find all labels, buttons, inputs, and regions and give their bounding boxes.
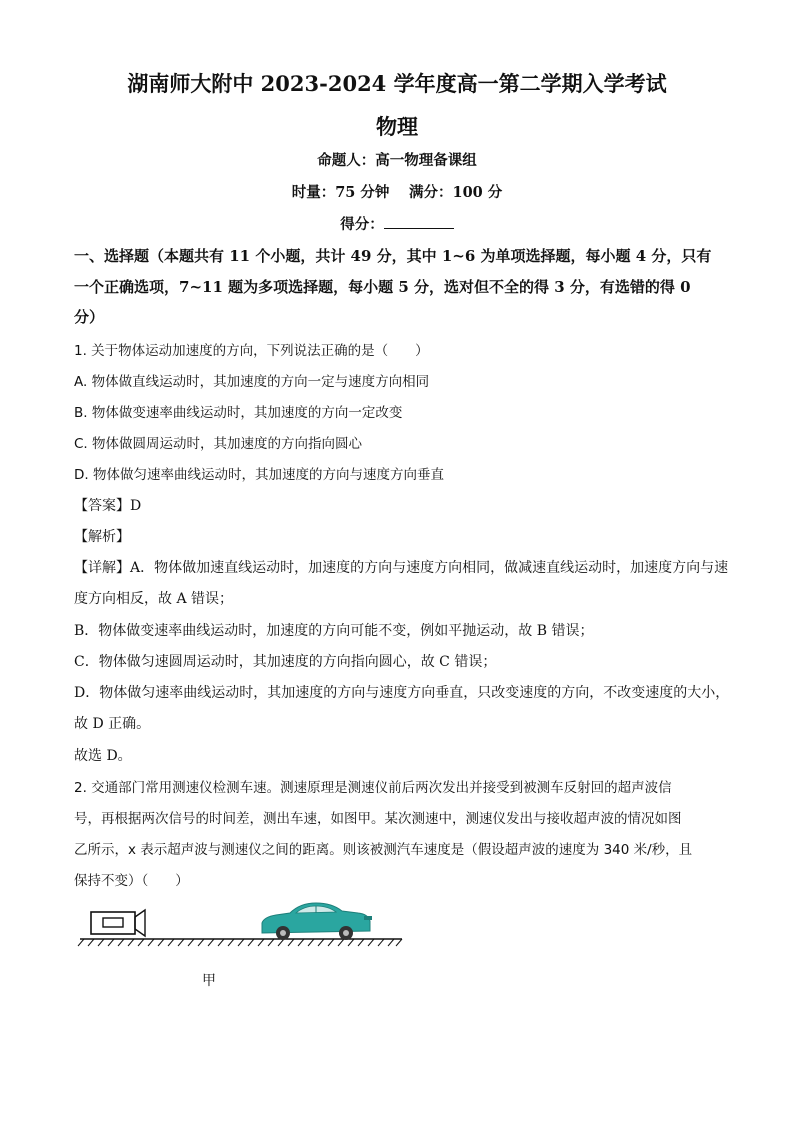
q1-detail-line-5: D．物体做匀速率曲线运动时，其加速度的方向与速度方向垂直，只改变速度的方向，不改变速度的大小，: [74, 685, 730, 701]
q1-analysis-label: 【解析】: [74, 529, 130, 545]
q1-detail-line-3: B．物体做变速率曲线运动时，加速度的方向可能不变，例如平抛运动，故 B 错误；: [74, 623, 594, 639]
q1-option-d: D. 物体做匀速率曲线运动时，其加速度的方向与速度方向垂直: [74, 467, 444, 483]
score-label: 得分：: [340, 216, 384, 233]
radar-device: [91, 910, 145, 936]
author-line: 命题人：高一物理备课组: [317, 152, 477, 169]
q2-stem-line-2: 号，再根据两次信号的时间差，测出车速，如图甲。某次测速中，测速仪发出与接收超声波的情况如图: [74, 811, 682, 827]
section-heading-line-3: 分）: [74, 308, 105, 326]
exam-title: 湖南师大附中 2023-2024 学年度高一第二学期入学考试: [127, 71, 667, 96]
section-heading-line-1: 一、选择题（本题共有 11 个小题，共计 49 分，其中 1~6 为单项选择题，每小题 4 分，只有: [74, 247, 712, 265]
q1-detail-line-7: 故选 D。: [74, 748, 132, 764]
q1-answer: 【答案】D: [74, 498, 142, 514]
q1-option-c: C. 物体做圆周运动时，其加速度的方向指向圆心: [74, 436, 363, 452]
subject-title: 物理: [376, 114, 418, 139]
car: [262, 903, 372, 940]
speed-radar-figure: [76, 898, 406, 950]
q1-detail-line-6: 故 D 正确。: [74, 716, 151, 732]
score-field: [0, 213, 794, 234]
ground-line: [78, 939, 402, 946]
q1-detail-line-4: C．物体做匀速圆周运动时，其加速度的方向指向圆心，故 C 错误；: [74, 654, 497, 670]
section-heading-line-2: 一个正确选项，7~11 题为多项选择题，每小题 5 分，选对但不全的得 3 分，有选错的得 0: [74, 278, 691, 296]
q2-stem-line-4: 保持不变）（ ）: [74, 873, 189, 889]
q2-stem-line-3: 乙所示，x 表示超声波与测速仪之间的距离。则该被测汽车速度是（假设超声波的速度为 340 米/秒，且: [74, 842, 693, 858]
q1-detail-line-1: 【详解】A．物体做加速直线运动时，加速度的方向与速度方向相同，做减速直线运动时，加速度方向与速: [74, 560, 729, 576]
score-blank: [384, 214, 454, 229]
q1-detail-line-2: 度方向相反，故 A 错误；: [74, 591, 234, 607]
figure-label-jia: 甲: [202, 973, 216, 989]
q1-option-b: B. 物体做变速率曲线运动时，其加速度的方向一定改变: [74, 405, 403, 421]
time-score-line: 时量：75 分钟 满分：100 分: [291, 184, 503, 201]
q2-stem-line-1: 2. 交通部门常用测速仪检测车速。测速原理是测速仪前后两次发出并接受到被测车反射回的超声波信: [74, 780, 672, 796]
q1-option-a: A. 物体做直线运动时，其加速度的方向一定与速度方向相同: [74, 374, 430, 390]
q1-stem: 1. 关于物体运动加速度的方向，下列说法正确的是（ ）: [74, 343, 429, 359]
